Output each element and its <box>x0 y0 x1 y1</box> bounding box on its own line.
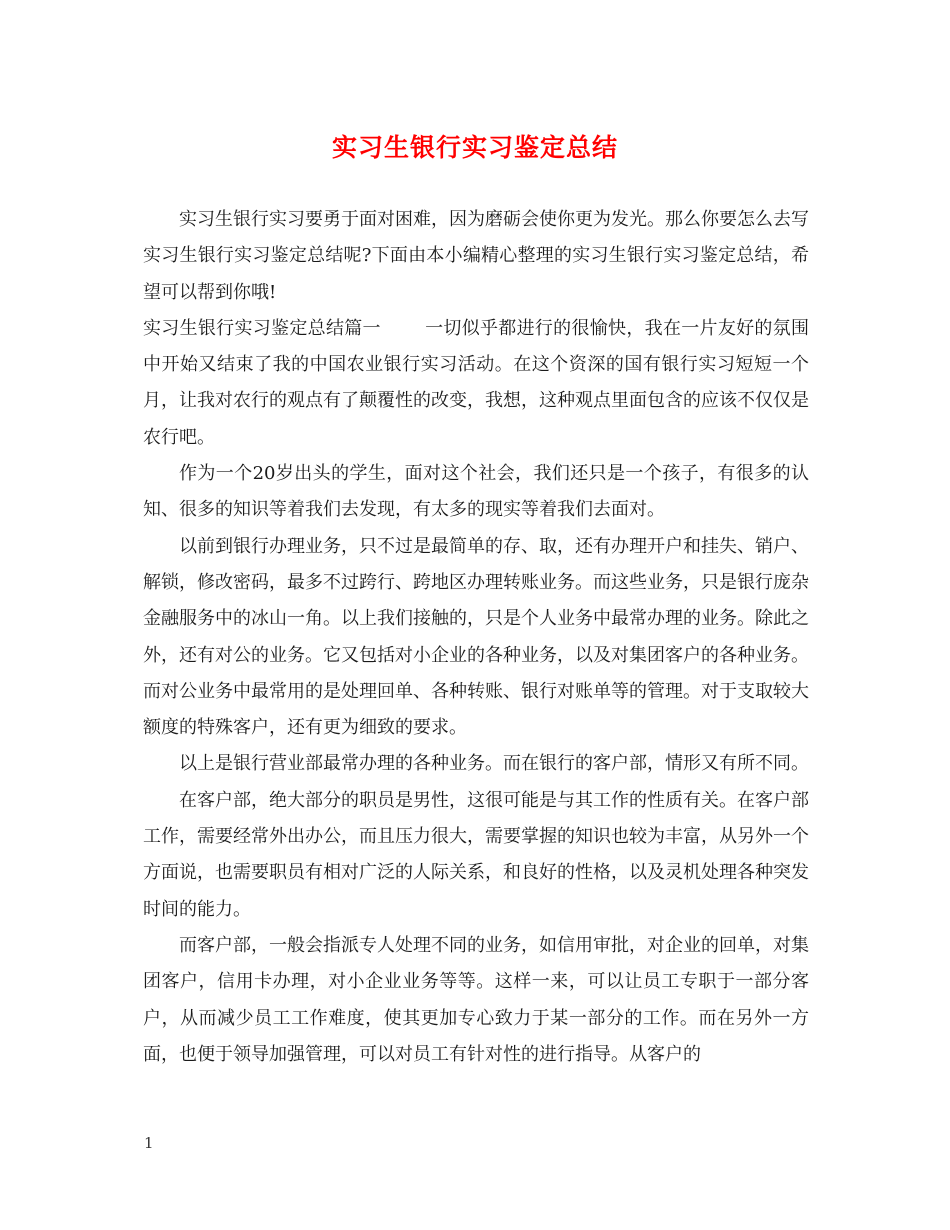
section-one-paragraph <box>143 311 809 456</box>
paragraph-student: 作为一个20岁出头的学生，面对这个社会，我们还只是一个孩子，有很多的认知、很多的知识等着我们去发现，有太多的现实等着我们去面对。 <box>143 463 809 521</box>
section-heading: 实习生银行实习鉴定总结篇一 <box>143 317 381 339</box>
paragraph-client-dept: 在客户部，绝大部分的职员是男性，这很可能是与其工作的性质有关。在客户部工作，需要经常外出办公，而且压力很大，需要掌握的知识也较为丰富，从另外一个方面说，也需要职员有相对广泛的人际关系，和良好的性格，以及灵机处理各种突发时间的能力。 <box>143 789 809 920</box>
document-body <box>143 202 809 1073</box>
paragraph-assignment: 而客户部，一般会指派专人处理不同的业务，如信用审批，对企业的回单，对集团客户，信用卡办理，对小企业业务等等。这样一来，可以让员工专职于一部分客户，从而减少员工工作难度，使其更加专心致力于某一部分的工作。而在另外一方面，也便于领导加强管理，可以对员工有针对性的进行指导。从客户的 <box>143 934 809 1065</box>
intro-paragraph: 实习生银行实习要勇于面对困难，因为磨砺会使你更为发光。那么你要怎么去写实习生银行实习鉴定总结呢?下面由本小编精心整理的实习生银行实习鉴定总结，希望可以帮到你哦! <box>143 209 809 303</box>
document-title: 实习生银行实习鉴定总结 <box>331 133 618 162</box>
section-text: 一切似乎都进行的很愉快，我在一片友好的氛围中开始又结束了我的中国农业银行实习活动。在这个资深的国有银行实习短短一个月，让我对农行的观点有了颠覆性的改变，我想，这种观点里面包含的应该不仅仅是农行吧。 <box>143 317 810 448</box>
page-number: 1 <box>144 1134 154 1152</box>
paragraph-business: 以前到银行办理业务，只不过是最简单的存、取，还有办理开户和挂失、销户、解锁，修改密码，最多不过跨行、跨地区办理转账业务。而这些业务，只是银行庞杂金融服务中的冰山一角。以上我们接触的，只是个人业务中最常办理的业务。除此之外，还有对公的业务。它又包括对小企业的各种业务，以及对集团客户的各种业务。而对公业务中最常用的是处理回单、各种转账、银行对账单等的管理。对于支取较大额度的特殊客户，还有更为细致的要求。 <box>143 535 809 739</box>
paragraph-sales-dept: 以上是银行营业部最常办理的各种业务。而在银行的客户部，情形又有所不同。 <box>179 753 809 775</box>
